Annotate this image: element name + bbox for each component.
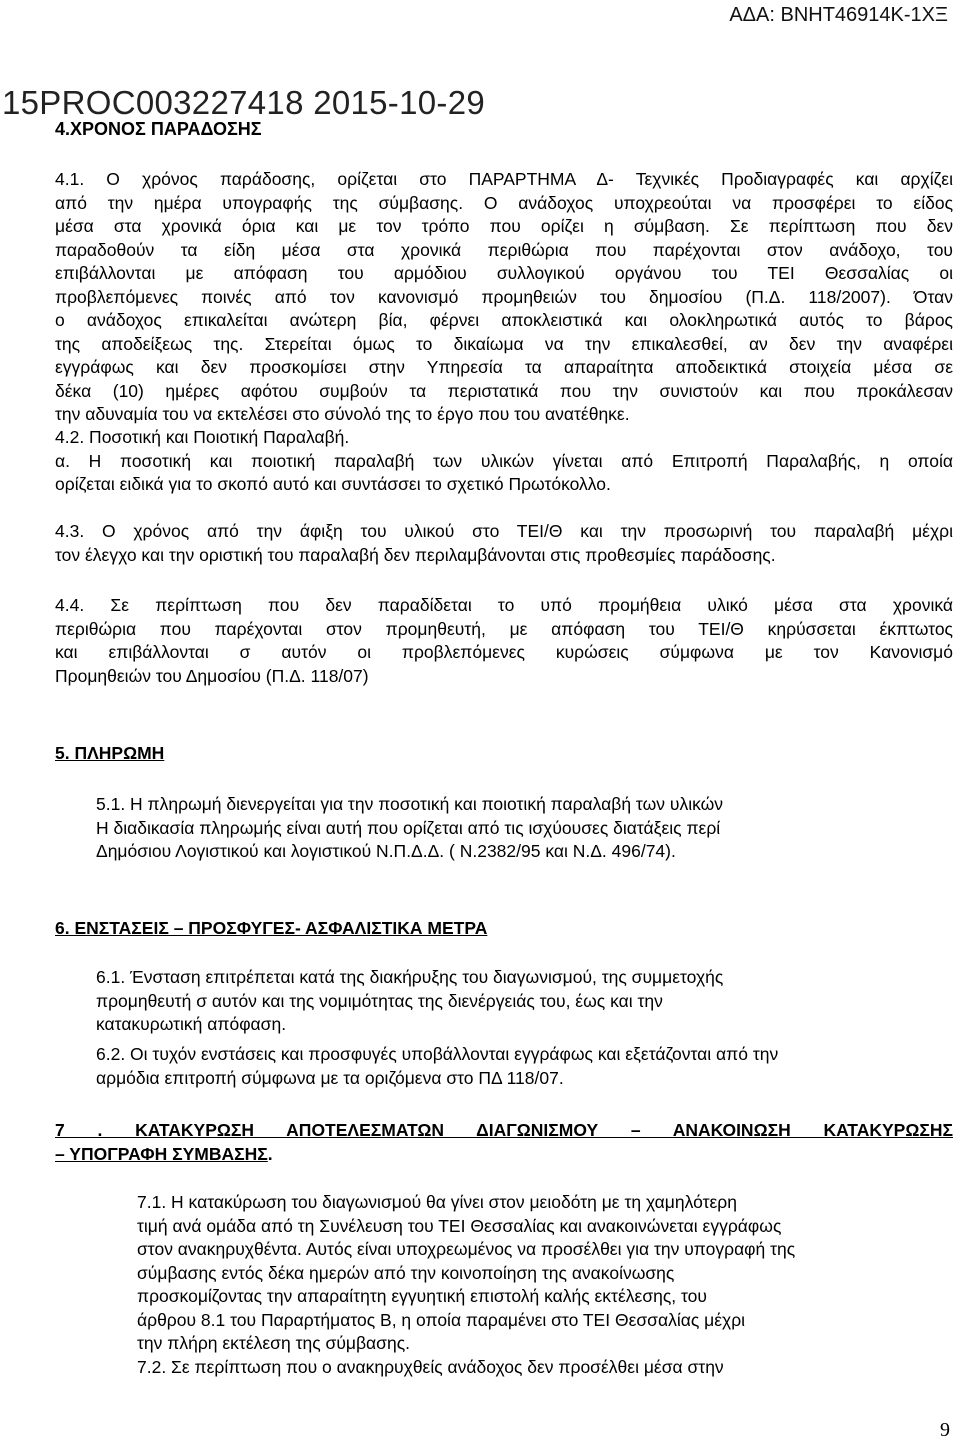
text-line: ο ανάδοχος επικαλείται ανώτερη βία, φέρνει αποκλειστικά και ολοκληρωτικά αυτός το βάρος [55, 310, 953, 330]
text-line: δέκα (10) ημέρες αφότου συμβούν τα περιστατικά που την συνιστούν και που προκάλεσαν [55, 380, 953, 401]
paragraph-4-4 [55, 594, 953, 688]
text-line: 4.3. Ο χρόνος από την άφιξη του υλικού στο ΤΕΙ/Θ και την προσωρινή του παραλαβή μέχρι [55, 521, 953, 541]
text-line: σύμβασης εντός δέκα ημερών από την κοινοποίηση της ανακοίνωσης [137, 1262, 675, 1283]
text-line: τιμή ανά ομάδα από τη Συνέλευση του ΤΕΙ Θεσσαλίας και ανακοινώνεται εγγράφως [137, 1215, 782, 1236]
section-4-title: 4.ΧΡΟΝΟΣ ΠΑΡΑΔΟΣΗΣ [55, 119, 262, 139]
paragraph-4-3 [55, 520, 953, 567]
text-line: την αδυναμία του να εκτελέσει στο σύνολό της το έργο που του ανατέθηκε. [55, 404, 630, 424]
paragraph-6-1 [96, 966, 723, 1037]
text-line: 6.2. Οι τυχόν ενστάσεις και προσφυγές υποβάλλονται εγγράφως και εξετάζονται από την [96, 1044, 779, 1064]
text-line: 7.2. Σε περίπτωση που ο ανακηρυχθείς ανάδοχος δεν προσέλθει μέσα στην [137, 1356, 724, 1377]
text-line: προβλεπόμενες ποινές από τον κανονισμό προμηθειών του δημοσίου (Π.Δ. 118/2007). Όταν [55, 286, 953, 307]
section-7-title-line: 7 . ΚΑΤΑΚΥΡΩΣΗ ΑΠΟΤΕΛΕΣΜΑΤΩΝ ΔΙΑΓΩΝΙΣΜΟΥ – ΑΝΑΚΟΙΝΩΣΗ ΚΑΤΑΚΥΡΩΣΗΣ [55, 1120, 953, 1140]
text-line: προμηθευτή σ αυτόν και της νομιμότητας της διενέργειάς του, έως και την [96, 990, 663, 1011]
paragraph-5-1 [96, 793, 723, 864]
text-line: κατακυρωτική απόφαση. [96, 1014, 287, 1034]
paragraph-6-2 [96, 1043, 778, 1090]
text-line: ορίζεται ειδικά για το σκοπό αυτό και συντάσσει το σχετικό Πρωτόκολλο. [55, 474, 611, 494]
paragraph-7-1 [137, 1191, 795, 1379]
text-line: Δημόσιου Λογιστικού και λογιστικού Ν.Π.Δ.Δ. ( Ν.2382/95 και Ν.Δ. 496/74). [96, 841, 676, 861]
ada-code: ΑΔΑ: ΒΝΗΤ46914Κ-1ΧΞ [729, 4, 948, 26]
section-7-title [55, 1118, 953, 1166]
text-line: άρθρου 8.1 του Παραρτήματος Β, η οποία παραμένει στο ΤΕΙ Θεσσαλίας μέχρι [137, 1309, 746, 1330]
text-line: 4.1. Ο χρόνος παράδοσης, ορίζεται στο ΠΑΡΑΡΤΗΜΑ Δ- Τεχνικές Προδιαγραφές και αρχίζει [55, 169, 953, 189]
text-line: τον έλεγχο και την οριστική του παραλαβή δεν περιλαμβάνονται στις προθεσμίες παράδοσης. [55, 544, 776, 565]
text-line: εγγράφως και δεν προσκομίσει στην Υπηρεσία τα απαραίτητα αποδεικτικά στοιχεία μέσα σε [55, 357, 953, 377]
text-line: αρμόδια επιτροπή σύμφωνα με τα οριζόμενα στο ΠΔ 118/07. [96, 1067, 564, 1088]
text-line: περιθώρια που παρέχονται στον προμηθευτή, με απόφαση του ΤΕΙ/Θ κηρύσσεται έκπτωτος [55, 618, 953, 639]
text-line: από την ημέρα υπογραφής της σύμβασης. Ο ανάδοχος υποχρεούται να προσφέρει το είδος [55, 192, 953, 213]
text-line: 5.1. Η πληρωμή διενεργείται για την ποσοτική και ποιοτική παραλαβή των υλικών [96, 794, 724, 814]
text-line: της αποδείξεως της. Στερείται όμως το δικαίωμα να την επικαλεσθεί, αν δεν την αναφέρει [55, 333, 953, 354]
text-line: την πλήρη εκτέλεση της σύμβασης. [137, 1333, 410, 1353]
section-6-title: 6. ΕΝΣΤΑΣΕΙΣ – ΠΡΟΣΦΥΓΕΣ- ΑΣΦΑΛΙΣΤΙΚΑ ΜΕΤΡΑ [55, 918, 488, 938]
text-line: 4.2. Ποσοτική και Ποιοτική Παραλαβή. [55, 427, 350, 447]
text-line: παραδοθούν τα είδη μέσα στα χρονικά περιθώρια που παρέχονται στον ανάδοχο, του [55, 239, 953, 260]
text-line: Η διαδικασία πληρωμής είναι αυτή που ορίζεται από τις ισχύουσες διατάξεις περί [96, 817, 721, 838]
paragraph-4-2 [55, 426, 953, 497]
section-7-title-part: – ΥΠΟΓΡΑΦΗ ΣΥΜΒΑΣΗΣ [55, 1144, 268, 1164]
section-7-title-tail: . [267, 1144, 273, 1164]
text-line: Προμηθειών του Δημοσίου (Π.Δ. 118/07) [55, 665, 369, 686]
section-7-title-line [55, 1142, 953, 1166]
text-line: 4.4. Σε περίπτωση που δεν παραδίδεται το υπό προμήθεια υλικό μέσα στα χρονικά [55, 595, 953, 615]
text-line: στον ανακηρυχθέντα. Αυτός είναι υποχρεωμένος να προσέλθει για την υπογραφή της [137, 1239, 796, 1259]
text-line: επιβάλλονται με απόφαση του αρμόδιου συλλογικού οργάνου του ΤΕΙ Θεσσαλίας οι [55, 263, 953, 283]
proc-code: 15PROC003227418 2015-10-29 [2, 84, 485, 121]
text-line: και επιβάλλονται σ αυτόν οι προβλεπόμενες κυρώσεις σύμφωνα με τον Κανονισμό [55, 642, 953, 662]
page-number: 9 [940, 1419, 950, 1441]
text-line: προσκομίζοντας την απαραίτητη εγγυητική επιστολή καλής εκτέλεσης, του [137, 1286, 707, 1306]
text-line: α. Η ποσοτική και ποιοτική παραλαβή των υλικών γίνεται από Επιτροπή Παραλαβής, η οποία [55, 450, 953, 471]
text-line: 7.1. Η κατακύρωση του διαγωνισμού θα γίνει στον μειοδότη με τη χαμηλότερη [137, 1192, 737, 1212]
paragraph-4-1 [55, 168, 953, 427]
text-line: 6.1. Ένσταση επιτρέπεται κατά της διακήρυξης του διαγωνισμού, της συμμετοχής [96, 967, 724, 987]
text-line: μέσα στα χρονικά όρια και με τον τρόπο που ορίζει η σύμβαση. Σε περίπτωση που δεν [55, 216, 953, 236]
section-5-title: 5. ΠΛΗΡΩΜΗ [55, 743, 165, 763]
